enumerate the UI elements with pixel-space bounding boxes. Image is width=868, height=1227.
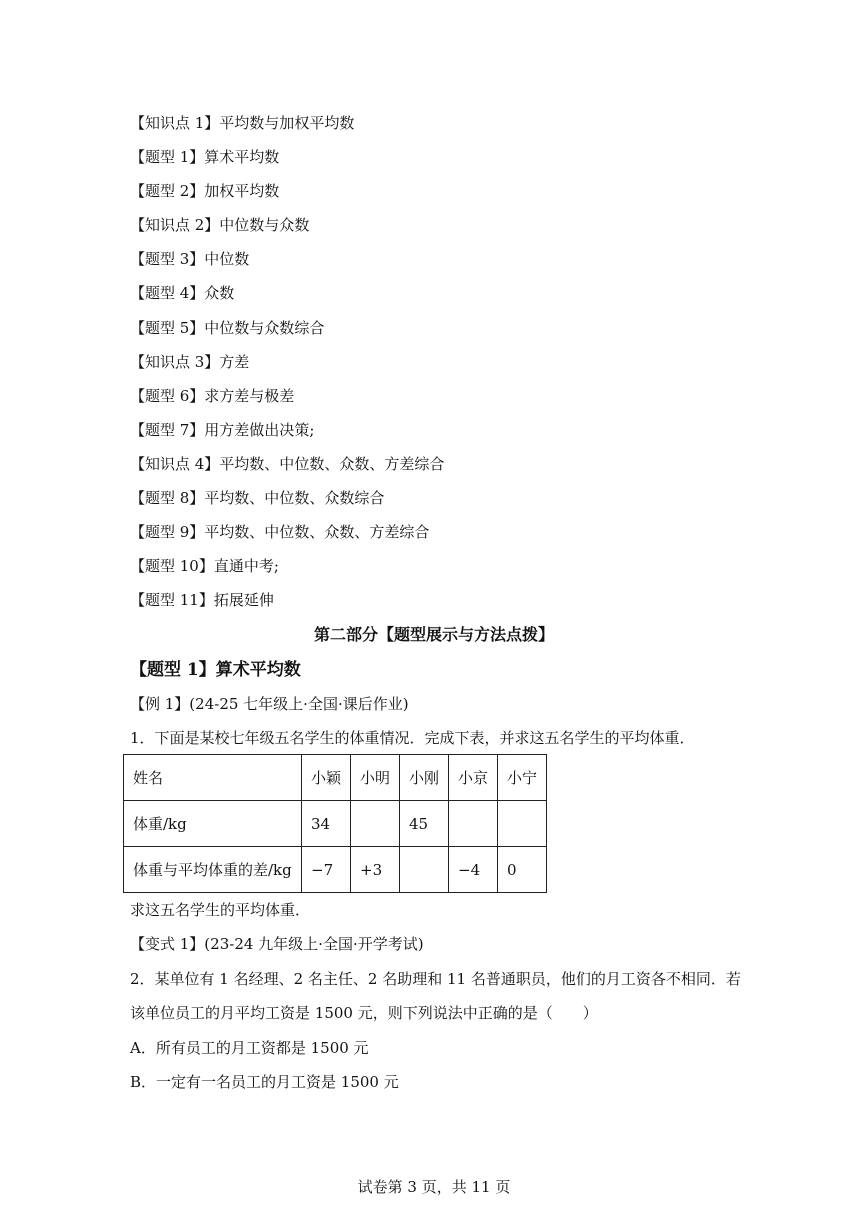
table-cell: 小宁 — [498, 755, 547, 801]
part-title: 第二部分【题型展示与方法点拨】 — [313, 625, 554, 644]
outline-item: 【知识点 3】方差 — [130, 352, 250, 371]
example-followup: 求这五名学生的平均体重． — [130, 901, 311, 919]
example-source: 【例 1】(24-25 七年级上·全国·课后作业) — [130, 695, 409, 713]
table-cell — [498, 801, 547, 847]
example-question: 1．下面是某校七年级五名学生的体重情况．完成下表，并求这五名学生的平均体重． — [130, 729, 695, 747]
table-cell: 34 — [302, 801, 351, 847]
table-cell: 体重与平均体重的差/kg — [124, 847, 302, 893]
table-cell — [351, 801, 400, 847]
outline-item: 【知识点 2】中位数与众数 — [130, 216, 310, 235]
table-cell: 小颖 — [302, 755, 351, 801]
table-cell: −7 — [302, 847, 351, 893]
type-heading: 【题型 1】算术平均数 — [130, 660, 301, 680]
outline-item: 【知识点 4】平均数、中位数、众数、方差综合 — [130, 454, 445, 473]
table-cell: 小明 — [351, 755, 400, 801]
table-cell — [400, 847, 449, 893]
variant-question-line: 该单位员工的月平均工资是 1500 元，则下列说法中正确的是（ ） — [130, 1004, 598, 1022]
table-cell: −4 — [449, 847, 498, 893]
table-cell — [449, 801, 498, 847]
outline-item: 【题型 10】直通中考; — [130, 557, 279, 576]
table-cell: 45 — [400, 801, 449, 847]
table-row — [124, 755, 547, 801]
outline-item: 【题型 3】中位数 — [130, 250, 250, 269]
weight-table — [123, 754, 547, 893]
option-b: B．一定有一名员工的月工资是 1500 元 — [130, 1073, 399, 1091]
table-row — [124, 847, 547, 893]
table-cell: +3 — [351, 847, 400, 893]
table-cell: 小刚 — [400, 755, 449, 801]
page-footer: 试卷第 3 页，共 11 页 — [357, 1178, 511, 1196]
option-a: A．所有员工的月工资都是 1500 元 — [130, 1039, 369, 1057]
outline-item: 【题型 2】加权平均数 — [130, 182, 280, 201]
table-cell: 体重/kg — [124, 801, 302, 847]
outline-item: 【题型 4】众数 — [130, 284, 235, 303]
outline-item: 【题型 7】用方差做出决策; — [130, 420, 315, 439]
table-cell: 0 — [498, 847, 547, 893]
outline-item: 【题型 1】算术平均数 — [130, 148, 280, 167]
outline-item: 【题型 8】平均数、中位数、众数综合 — [130, 489, 385, 508]
variant-question-line: 2．某单位有 1 名经理、2 名主任、2 名助理和 11 名普通职员，他们的月工资各不相同．若 — [130, 970, 741, 988]
table-cell: 小京 — [449, 755, 498, 801]
outline-item: 【题型 6】求方差与极差 — [130, 386, 295, 405]
outline-item: 【题型 11】拓展延伸 — [130, 591, 274, 610]
outline-item: 【题型 9】平均数、中位数、众数、方差综合 — [130, 523, 430, 542]
variant-source: 【变式 1】(23-24 九年级上·全国·开学考试) — [130, 935, 424, 953]
outline-list — [130, 112, 444, 623]
outline-item: 【知识点 1】平均数与加权平均数 — [130, 114, 355, 132]
table-cell: 姓名 — [124, 755, 302, 801]
table-row — [124, 801, 547, 847]
outline-item: 【题型 5】中位数与众数综合 — [130, 318, 325, 337]
